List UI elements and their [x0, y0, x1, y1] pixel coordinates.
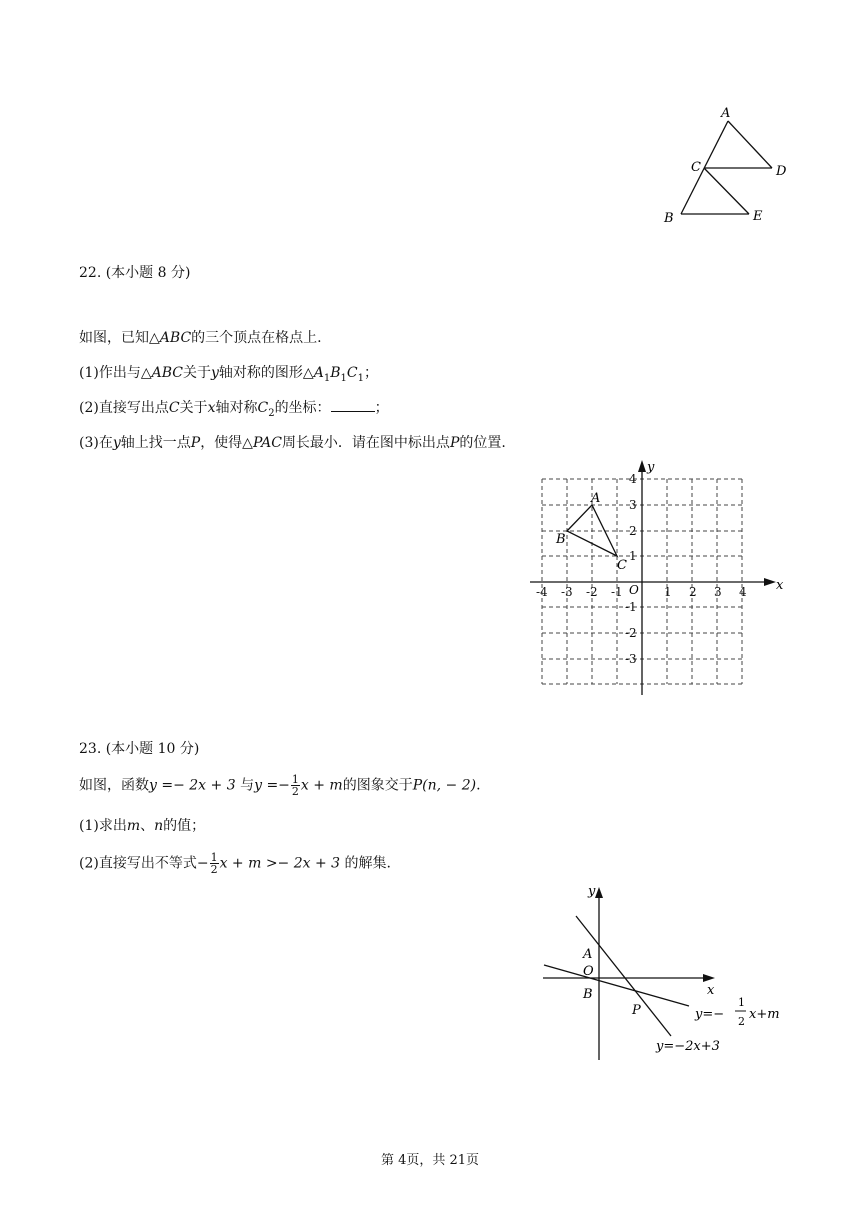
line-y-neg-half-x-plus-m [544, 965, 689, 1006]
point-A-label: A [583, 947, 593, 962]
line2-label-post: x+m [749, 1007, 780, 1022]
x-tick-neg3: -3 [561, 585, 573, 599]
graph-x-label: x [707, 983, 715, 998]
x-tick-neg4: -4 [536, 585, 548, 599]
graph-y-label: y [588, 884, 596, 899]
fraction-half-ineq: $\frac{1}{2}$ [210, 851, 218, 876]
y-tick-3: 3 [629, 498, 637, 512]
q22-coordinate-grid [520, 455, 800, 700]
vertex-B: B [556, 532, 566, 547]
label-E: E [753, 209, 763, 224]
x-tick-3: 3 [714, 585, 722, 599]
grid-origin: O [629, 583, 639, 597]
q22-part3: (3)在y轴上找一点P，使得△PAC周长最小．请在图中标出点P的位置. [79, 435, 506, 451]
x-tick-neg1: -1 [611, 585, 623, 599]
line2-label-num: 1 [738, 996, 745, 1009]
x-tick-neg2: -2 [586, 585, 598, 599]
y-tick-neg1: -1 [625, 600, 637, 614]
q22-header: 22. (本小题 8 分) [79, 265, 191, 281]
q23-part1: (1)求出m、n的值； [79, 818, 206, 834]
label-A: A [721, 106, 731, 121]
x-tick-4: 4 [739, 585, 747, 599]
x-tick-2: 2 [689, 585, 697, 599]
label-D: D [776, 164, 787, 179]
line2-label-pre: y=− [695, 1007, 725, 1022]
line1-label: y=−2x+3 [656, 1039, 720, 1054]
q22-part1: (1)作出与△ABC关于y轴对称的图形$\triangle A_1B_1C_1$； [79, 365, 378, 384]
q23-part2: (2)直接写出不等式− $\frac{1}{2}$ x + m >− 2x + 3 的解集. [79, 851, 391, 876]
q22-intro: 如图，已知△ABC的三个顶点在格点上. [79, 330, 322, 346]
triangle-figure-acd-bce [655, 100, 800, 230]
vertex-C: C [617, 558, 627, 573]
point-P-label: P [632, 1003, 641, 1018]
grid-y-label: y [647, 460, 655, 475]
y-tick-neg3: -3 [625, 652, 637, 666]
page-footer: 第 4页，共 21页 [380, 1153, 480, 1168]
y-tick-neg2: -2 [625, 626, 637, 640]
q22-part2: (2)直接写出点C关于x轴对称$C_2$的坐标： ； [79, 400, 389, 419]
vertex-A: A [591, 491, 601, 506]
grid-x-label: x [776, 578, 784, 593]
x-tick-1: 1 [664, 585, 672, 599]
q23-header: 23. (本小题 10 分) [79, 741, 200, 757]
label-C: C [691, 160, 701, 175]
label-B: B [664, 211, 674, 226]
y-tick-4: 4 [629, 472, 637, 486]
y-tick-2: 2 [629, 524, 637, 538]
origin-O-label: O [583, 964, 594, 979]
line2-label-den: 2 [738, 1015, 745, 1028]
answer-blank [331, 399, 375, 412]
fraction-half: $\frac{1}{2}$ [291, 773, 299, 798]
q23-function-graph [535, 880, 800, 1065]
y-tick-1: 1 [629, 549, 637, 563]
point-B-label: B [583, 987, 593, 1002]
q23-statement: 如图，函数y =− 2x + 3 与y =− $\frac{1}{2}$ x + m的图象交于P(n, − 2). [79, 773, 481, 798]
